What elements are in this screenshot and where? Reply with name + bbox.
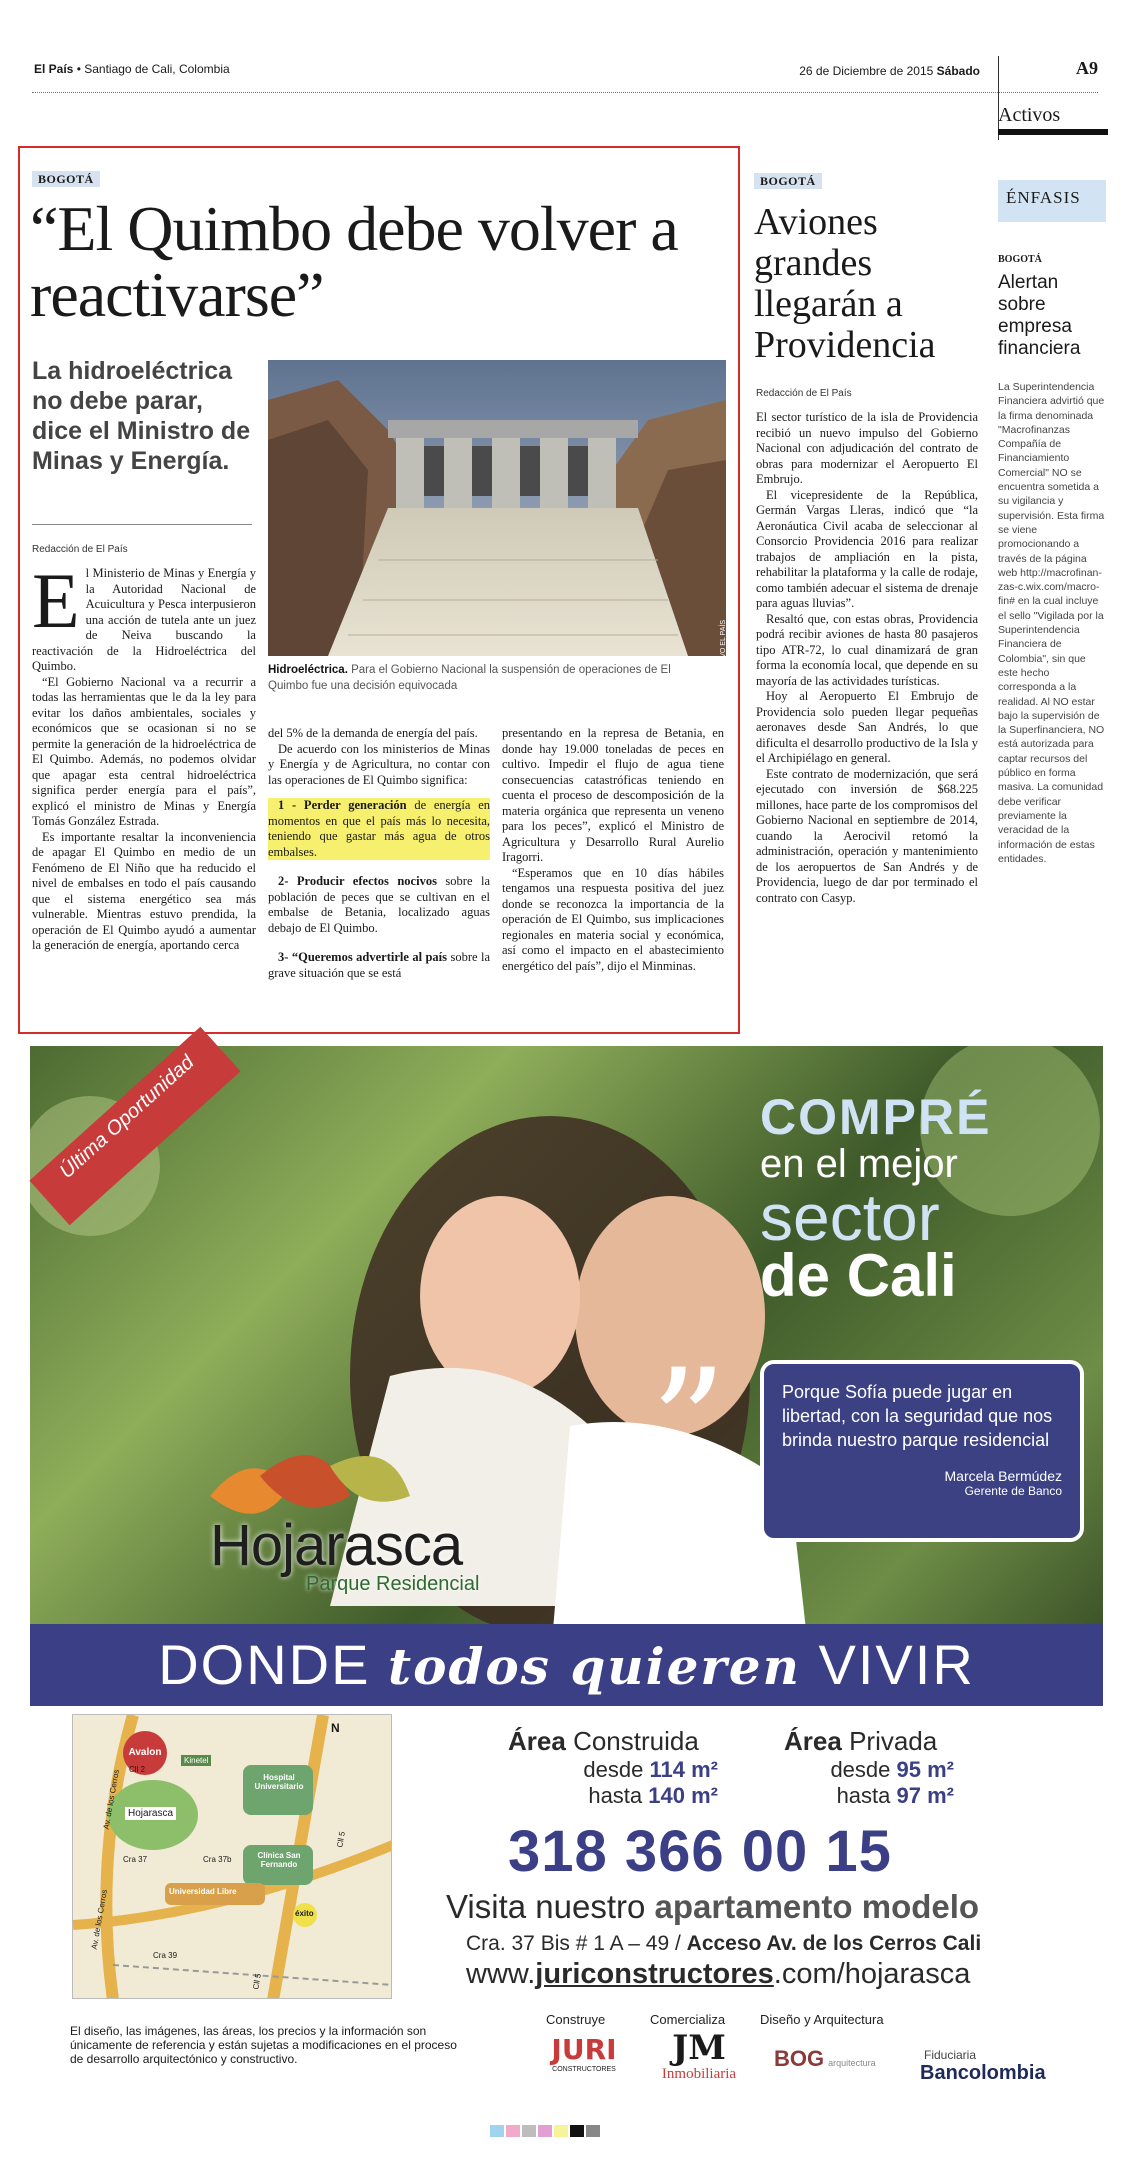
caption-label: Hidroeléctrica.	[268, 664, 348, 676]
map-label-hospital: Hospital Universitario	[254, 1773, 304, 1791]
paragraph: De acuerdo con los ministerios de Minas y Energía y de Agricultura, no contar con las operaciones de El Quimbo significa:	[268, 741, 490, 787]
map-label-clinica: Clínica San Fernando	[257, 1851, 301, 1869]
enfasis-body: La Superintendencia Financiera advirtió que la firma denominada "Macrofinanzas Compañía de Financiamiento Comercial" NO se encuentra sometida a su vigilancia y supervisión. Esta firma se viene promocionando a través de la página web http://macrofinan-zas-c.wix.com/macro-fin# en la cual incluye el sello "Vigilada por la Superintendencia Financiera de Colombia", sin que este hecho corresponda a la realidad. Al NO estar bajo la supervisión de la Superfinanciera, NO está autorizada para captar recursos del público en forma masiva. La comunidad debe verificar previamente la veracidad de la información de estas entidades.	[998, 381, 1105, 865]
built-area-block: Área Construida desde 114 m² hasta 140 m²	[508, 1726, 718, 1808]
paragraph: Hoy al Aeropuerto El Embrujo de Providencia solo pueden llegar pequeñas aeronaves desde San Andrés, lo que dificulta el desarrollo productivo de la Isla y el Archipiélago en general.	[756, 689, 978, 765]
main-subtitle: La hidroeléctrica no debe parar, dice el Ministro de Minas y Energía.	[32, 357, 251, 475]
map-label-street: Av. de los Cerros	[89, 1888, 110, 1951]
map-label-street: Cll 5	[251, 1972, 263, 1991]
main-byline: Redacción de El País	[32, 544, 128, 555]
bog-logo: BOG arquitectura	[774, 2046, 876, 2071]
enfasis-label: ÉNFASIS	[998, 180, 1106, 222]
headline-line: sector	[760, 1180, 940, 1254]
lead-paragraph: l Ministerio de Minas y Energía y la Autoridad Nacional de Acuicultura y Pesca interpusieron una acción de tutela ante un juez de Neiva buscando la reactivación de la Hidroeléctrica del Quimbo.	[32, 566, 256, 673]
paragraph: Es importante resaltar la inconveniencia de apagar El Quimbo en medio de un Fenómeno de El Niño que ha reducido el nivel de embalses en todo el país causando que el sistema energético sea más vulnerable. Mientras estuvo prendida, la operación de El Quimbo ayudó a aumentar la generación de energía, aportando cerca	[32, 829, 256, 952]
photo-credit: ARCHIVO EL PAÍS	[720, 620, 727, 680]
ad-disclaimer: El diseño, las imágenes, las áreas, los precios y la información son únicamente de referencia y están sujetas a modificaciones en el proceso de desarrollo arquitectónico y constructivo.	[70, 2024, 457, 2066]
compass-icon: N	[331, 1721, 340, 1735]
ad-slogan-banner: DONDE todos quieren VIVIR	[30, 1624, 1103, 1706]
side-kicker: BOGOTÁ	[754, 172, 822, 190]
main-kicker: BOGOTÁ	[32, 170, 100, 188]
paragraph: El vicepresidente de la República, Germán Vargas Lleras, indicó que “la Aeronáutica Civil acaba de seleccionar al Consorcio Providencia 2016 para realizar trabajos de ampliación en la pista, rehabilitar la plataforma y la calle de rodaje, como también adecuar el sistema de drenaje para aguas lluvias”.	[756, 487, 978, 610]
list-item: 2- Producir efectos nocivos sobre la población de peces que se cultivan en el embalse de Betania, localizado aguas debajo de El Quimbo.	[268, 874, 490, 935]
map-label-street: Av. de los Cerros	[101, 1768, 122, 1831]
dam-photo	[268, 360, 726, 656]
paragraph: “Esperamos que en 10 días hábiles tengamos una respuesta positiva del juez donde se reconozca la importancia de la operación de El Quimbo, sus implicaciones regionales en materia social y económica, así como el impacto en el abastecimiento energético del país”, dijo el Minminas.	[502, 865, 724, 973]
private-area-block: Área Privada desde 95 m² hasta 97 m²	[784, 1726, 954, 1808]
map-label-street: Cra 39	[153, 1951, 178, 1960]
map-label-hojarasca: Hojarasca	[125, 1807, 176, 1820]
brand-name: Hojarasca	[210, 1513, 463, 1578]
quote-mark-icon: ”	[650, 1338, 727, 1512]
page-header-left: El País • Santiago de Cali, Colombia	[34, 62, 230, 76]
bancolombia-logo: Bancolombia	[920, 2062, 1046, 2084]
street-map-illustration	[73, 1715, 392, 1999]
print-color-bar	[490, 2124, 602, 2142]
side-headline: Aviones grandes llegarán a Providencia	[754, 201, 936, 366]
map-label-universidad: Universidad Libre	[169, 1887, 237, 1896]
ribbon-badge: Última Oportunidad	[29, 1027, 240, 1225]
map-label-street: Cll 2	[129, 1765, 146, 1774]
main-column-3	[502, 726, 724, 974]
website-link[interactable]: www.juriconstructores.com/hojarasca	[466, 1958, 971, 1990]
testimonial-text: Porque Sofía puede jugar en libertad, con la seguridad que nos brinda nuestro parque residencial	[782, 1382, 1053, 1450]
highlighted-item: 1 - Perder generación de energía en momentos en que el país más lo necesita, teniendo que gastar más agua de otros embalses.	[268, 798, 490, 859]
ad-headline	[760, 1089, 1100, 1309]
list-item: 3- “Queremos advertirle al país sobre la grave situación que se está	[268, 950, 490, 980]
map-label-street: Cra 37	[123, 1855, 148, 1864]
side-byline: Redacción de El País	[756, 388, 852, 399]
photo-caption	[268, 662, 708, 694]
dam-illustration	[268, 360, 726, 656]
side-article-body	[756, 410, 978, 906]
visit-line: Visita nuestro apartamento modelo	[446, 1888, 980, 1925]
juri-logo: JURI CONSTRUCTORES	[551, 2033, 617, 2073]
partner-role: Diseño y Arquitectura	[760, 2012, 884, 2027]
page-header-date	[799, 64, 980, 78]
map-label-exito: éxito	[295, 1909, 314, 1918]
map-label-street: Cll 5	[335, 1830, 347, 1849]
drop-cap: E	[32, 557, 80, 644]
headline-line: en el mejor	[760, 1142, 958, 1186]
page-number: A9	[1076, 58, 1098, 78]
headline-line: de Cali	[760, 1242, 957, 1309]
phone-number[interactable]: 318 366 00 15	[508, 1819, 892, 1884]
paragraph: del 5% de la demanda de energía del país.	[268, 726, 478, 740]
paragraph: El sector turístico de la isla de Providencia recibió un nuevo impulso del Gobierno Nacional con adjudicación del contrato de obras para modernizar el Aeropuerto El Embrujo.	[756, 410, 978, 486]
main-headline: “El Quimbo debe volver a reactivarse”	[30, 193, 678, 330]
paragraph: “El Gobierno Nacional va a recurrir a todas las herramientas que le da la ley para evitar los daños ambientales, sociales y económicos que se ocasionan si no se permite la generación de la hidroeléctrica de El Quimbo. Además, no podemos olvidar que apagar esta central hidroeléctrica significa perder energía para el país”, explicó el ministro de Minas y Energía Tomás González Estrada.	[32, 674, 256, 828]
testimonial-role: Gerente de Banco	[964, 1484, 1062, 1498]
testimonial-box	[760, 1360, 1084, 1542]
issue-day: Sábado	[936, 64, 980, 78]
brand-subtitle: Parque Residencial	[306, 1573, 480, 1595]
jm-logo: JM Inmobiliaria	[661, 2028, 737, 2082]
header-divider	[32, 92, 1098, 93]
testimonial-author: Marcela Bermúdez	[944, 1468, 1062, 1484]
paragraph: presentando en la represa de Betania, en donde hay 19.000 toneladas de peces en cultivo. Impedir el flujo de agua tiene consecuencias catastróficas teniendo en cuenta el proceso de descomposición de la materia orgánica que representa un veneno para los peces”, explicó el Ministro de Agricultura y Desarrollo Rural Aurelio Iragorri.	[502, 726, 724, 864]
partner-role: Fiduciaria	[924, 2048, 977, 2062]
main-column-1	[32, 557, 256, 954]
brand-logo	[210, 1512, 479, 1596]
main-column-2	[268, 726, 490, 981]
paper-name: El País	[34, 62, 74, 76]
address-line: Cra. 37 Bis # 1 A – 49 / Acceso Av. de los Cerros Cali	[466, 1932, 982, 1955]
paper-city: Santiago de Cali, Colombia	[84, 62, 230, 76]
paragraph: Este contrato de modernización, que será ejecutado con inversión de $68.225 millones, hace parte de los compromisos del Gobierno Nacional en septiembre de 2014, cuando la Aerocivil retomó la administración, operación y mantenimiento de los aeropuertos de San Andrés y de Providencia, luego de dar por terminado el contrato con Casyp.	[756, 766, 978, 905]
map-label-avalon: Avalon	[123, 1731, 167, 1775]
caption-text: Para el Gobierno Nacional la suspensión de operaciones de El Quimbo fue una decisión equivocada	[268, 664, 671, 692]
map-label-kinetel: Kinetel	[181, 1755, 211, 1766]
paragraph: Resaltó que, con estas obras, Providencia podrá recibir aviones de hasta 80 pasajeros tipo ATR-72, lo cual dinamizará de gran forma la economía local, que depende en su mayoría de las actividades turísticas.	[756, 611, 978, 688]
map-label-street: Cra 37b	[203, 1855, 232, 1864]
location-map	[72, 1714, 392, 1999]
enfasis-kicker: BOGOTÁ	[998, 254, 1042, 265]
enfasis-headline: Alertan sobre empresa financiera	[998, 272, 1081, 359]
partner-role: Construye	[546, 2012, 606, 2027]
partner-role: Comercializa	[650, 2012, 726, 2027]
headline-line: COMPRÉ	[760, 1089, 992, 1145]
section-name: Activos	[998, 104, 1108, 135]
subtitle-divider	[32, 524, 252, 525]
issue-date: 26 de Diciembre de 2015	[799, 64, 934, 78]
